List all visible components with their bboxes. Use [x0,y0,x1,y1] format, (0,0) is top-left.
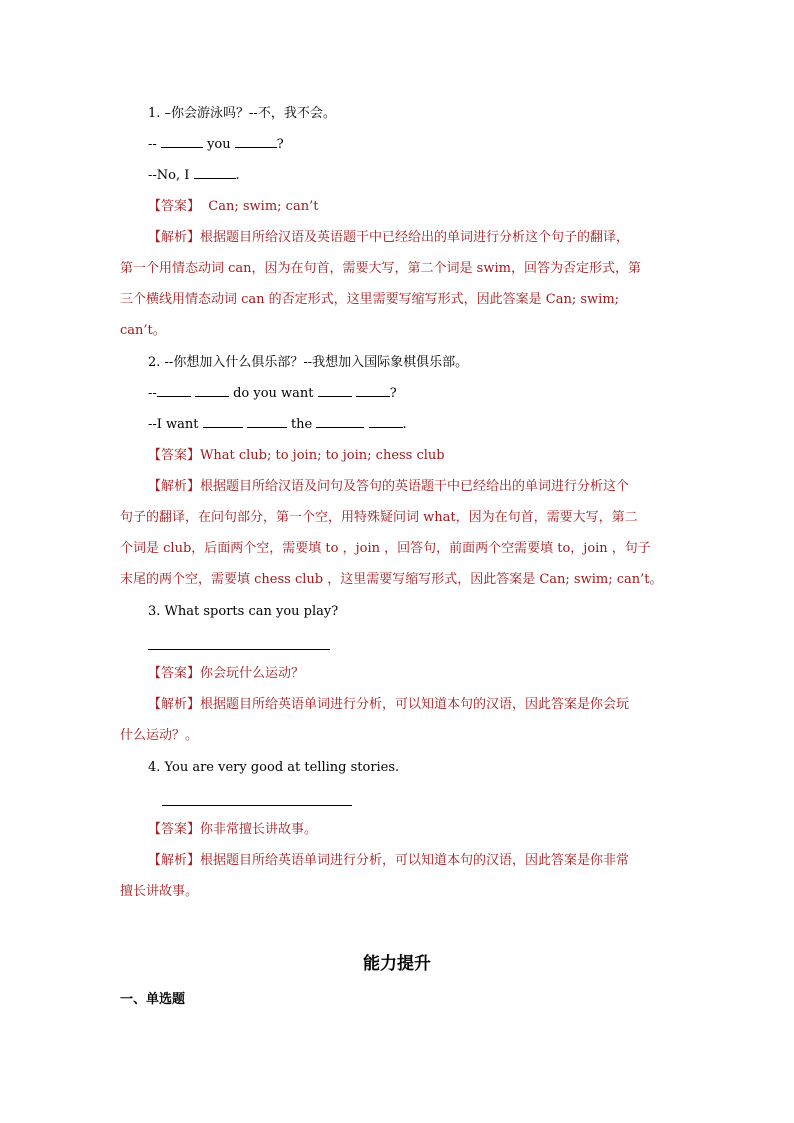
analysis-text: 根据题目所给英语单词进行分析，可以知道本句的汉语，因此答案是你非常 [200,853,630,868]
q2-line-b [148,415,708,435]
q1-line-b-prefix: --No, I [148,168,190,183]
answer-text: What club; to join; to join; chess club [200,448,445,463]
fill-blank[interactable] [356,384,390,397]
fill-blank[interactable] [247,415,287,428]
analysis-text: 根据题目所给英语单词进行分析，可以知道本句的汉语，因此答案是你会玩 [200,697,630,712]
q4-analysis-line-2: 擅长讲故事。 [120,884,199,899]
analysis-text: 根据题目所给汉语及问句及答句的英语题干中已经给出的单词进行分析这个 [200,479,630,494]
analysis-text: 根据题目所给汉语及英语题干中已经给出的单词进行分析这个句子的翻译， [200,230,630,245]
q2-line-b-mid: the [290,417,313,432]
q2-line-b-prefix: --I want [148,417,199,432]
fill-blank[interactable] [194,166,236,179]
section-subtitle: 一、单选题 [120,992,186,1007]
q1-line-a-mid: you [207,137,231,152]
q4-answer-blank[interactable] [162,805,352,806]
q1-analysis-line-2: 第一个用情态动词 can，因为在句首，需要大写，第二个词是 swim，回答为否定形式，第 [120,261,641,276]
fill-blank[interactable] [235,135,277,148]
answer-text: 你会玩什么运动？ [200,666,305,681]
q1-line-a [148,135,708,155]
q1-analysis-line-3: 三个横线用情态动词 can 的否定形式，这里需要写缩写形式，因此答案是 Can; swim; [120,292,620,307]
q1-line-a-suffix: ? [276,137,284,152]
q4-question: 4. You are very good at telling stories. [148,760,400,775]
q2-analysis-line-1 [148,477,708,497]
q2-line-a-suffix: ? [389,386,397,401]
q2-analysis-line-2: 句子的翻译，在问句部分，第一个空，用特殊疑问词 what，因为在句首，需要大写，第二 [120,510,638,525]
analysis-tag: 【解析】 [148,697,201,712]
fill-blank[interactable] [203,415,243,428]
q3-question: 3. What sports can you play? [148,604,339,619]
fill-blank[interactable] [195,384,229,397]
q2-analysis-line-3: 个词是 club，后面两个空，需要填 to ，join ，回答句，前面两个空需要填 to，join ，句子 [120,541,651,556]
q3-analysis-line-2: 什么运动？。 [120,728,199,743]
analysis-tag: 【解析】 [148,479,201,494]
q1-line-a-prefix: -- [148,137,157,152]
q1-line-b-suffix: . [235,168,240,183]
q2-line-a-mid: do you want [233,386,314,401]
answer-tag: 【答案】 [148,448,201,463]
fill-blank[interactable] [316,415,364,428]
q2-question: 2. --你想加入什么俱乐部？--我想加入国际象棋俱乐部。 [148,355,469,370]
q1-analysis-line-1 [148,228,708,248]
analysis-tag: 【解析】 [148,230,201,245]
q3-analysis-line-1 [148,695,708,715]
q1-question: 1. –你会游泳吗？--不，我不会。 [148,106,336,121]
q3-answer-blank[interactable] [148,649,330,650]
q2-line-b-suffix: . [402,417,407,432]
q2-answer [148,446,708,466]
q4-analysis-line-1 [148,851,708,871]
answer-tag: 【答案】 [148,199,201,214]
q4-answer [148,820,708,840]
q2-analysis-line-4: 末尾的两个空，需要填 chess club ，这里需要写缩写形式，因此答案是 Can; swim; can’t。 [120,572,663,587]
section-title: 能力提升 [363,954,431,974]
answer-tag: 【答案】 [148,666,201,681]
analysis-tag: 【解析】 [148,853,201,868]
fill-blank[interactable] [157,384,191,397]
fill-blank[interactable] [369,415,403,428]
answer-text: Can; swim; can’t [208,199,319,214]
q2-line-a [148,384,708,404]
answer-text: 你非常擅长讲故事。 [200,822,318,837]
fill-blank[interactable] [161,135,203,148]
fill-blank[interactable] [318,384,352,397]
answer-tag: 【答案】 [148,822,201,837]
q1-analysis-line-4: can’t。 [120,323,166,338]
q1-line-b [148,166,708,186]
q1-answer [148,197,708,217]
q2-line-a-prefix: -- [148,386,157,401]
q3-answer [148,664,708,684]
